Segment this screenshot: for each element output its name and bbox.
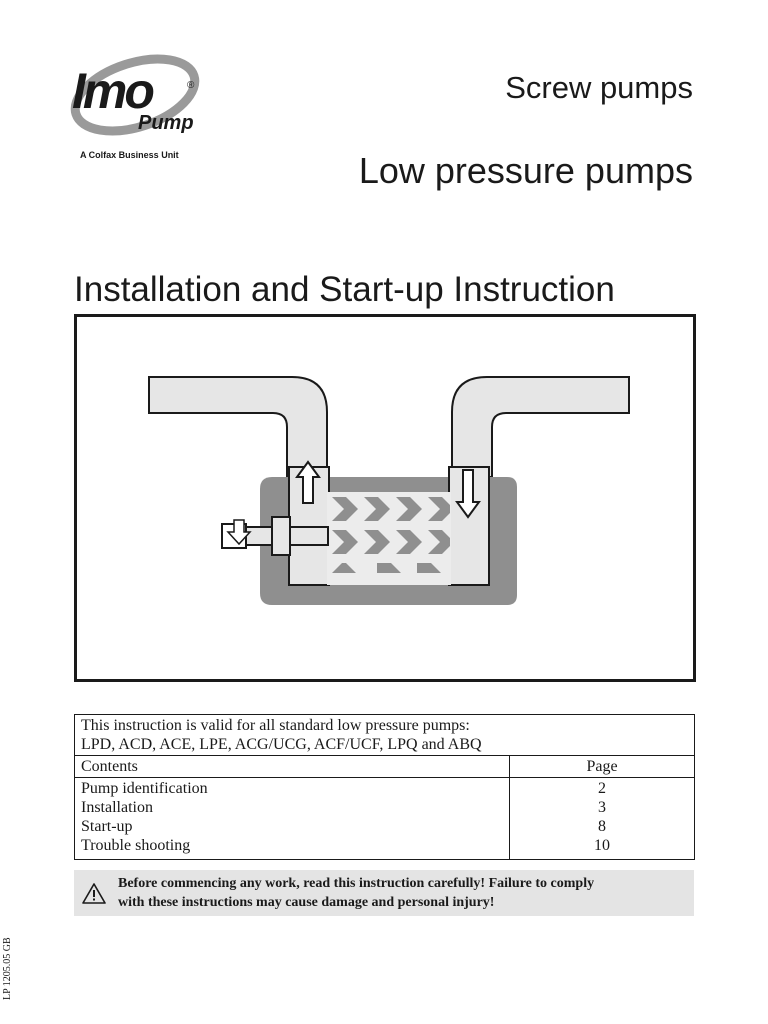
logo-product-name: Pump bbox=[138, 112, 194, 134]
logo-registered-mark: ® bbox=[187, 80, 195, 91]
screw-pump-diagram bbox=[77, 317, 693, 679]
toc-item-page: 3 bbox=[598, 799, 606, 816]
contents-items-row bbox=[75, 778, 695, 860]
inlet-pipe bbox=[452, 377, 629, 477]
contents-header-page: Page bbox=[510, 756, 695, 778]
warning-box bbox=[74, 870, 694, 916]
toc-item-label: Trouble shooting bbox=[81, 837, 191, 854]
toc-item-page: 2 bbox=[598, 780, 606, 797]
document-code: LP 1205.05 GB bbox=[2, 937, 13, 1000]
toc-item-label: Installation bbox=[81, 799, 153, 816]
warning-line-2: with these instructions may cause damage and personal injury! bbox=[118, 895, 495, 910]
category-heading: Screw pumps bbox=[505, 70, 693, 105]
document-title: Installation and Start-up Instruction bbox=[74, 270, 615, 309]
toc-item-page: 8 bbox=[598, 818, 606, 835]
toc-item-label: Pump identification bbox=[81, 780, 208, 797]
contents-pages bbox=[510, 778, 695, 860]
toc-item-page: 10 bbox=[594, 837, 610, 854]
validity-row bbox=[75, 715, 695, 756]
toc-item-label: Start-up bbox=[81, 818, 133, 835]
company-logo bbox=[70, 40, 220, 165]
validity-cell bbox=[75, 715, 695, 756]
contents-labels bbox=[75, 778, 510, 860]
product-line-heading: Low pressure pumps bbox=[358, 150, 693, 191]
warning-line-1: Before commencing any work, read this instruction carefully! Failure to comply bbox=[118, 876, 595, 891]
validity-line-1: This instruction is valid for all standard low pressure pumps: bbox=[81, 717, 470, 734]
contents-table bbox=[74, 714, 695, 860]
outlet-pipe bbox=[149, 377, 327, 477]
pump-diagram-frame bbox=[74, 314, 696, 682]
logo-wordmark: Imo bbox=[72, 63, 152, 119]
warning-triangle-icon bbox=[82, 882, 106, 904]
validity-line-2: LPD, ACD, ACE, LPE, ACG/UCG, ACF/UCF, LPQ and ABQ bbox=[81, 736, 482, 753]
contents-header-row bbox=[75, 756, 695, 778]
contents-header-label: Contents bbox=[75, 756, 510, 778]
logo-subtitle: A Colfax Business Unit bbox=[80, 150, 179, 160]
warning-text bbox=[118, 874, 594, 912]
shaft-seal bbox=[272, 517, 290, 555]
